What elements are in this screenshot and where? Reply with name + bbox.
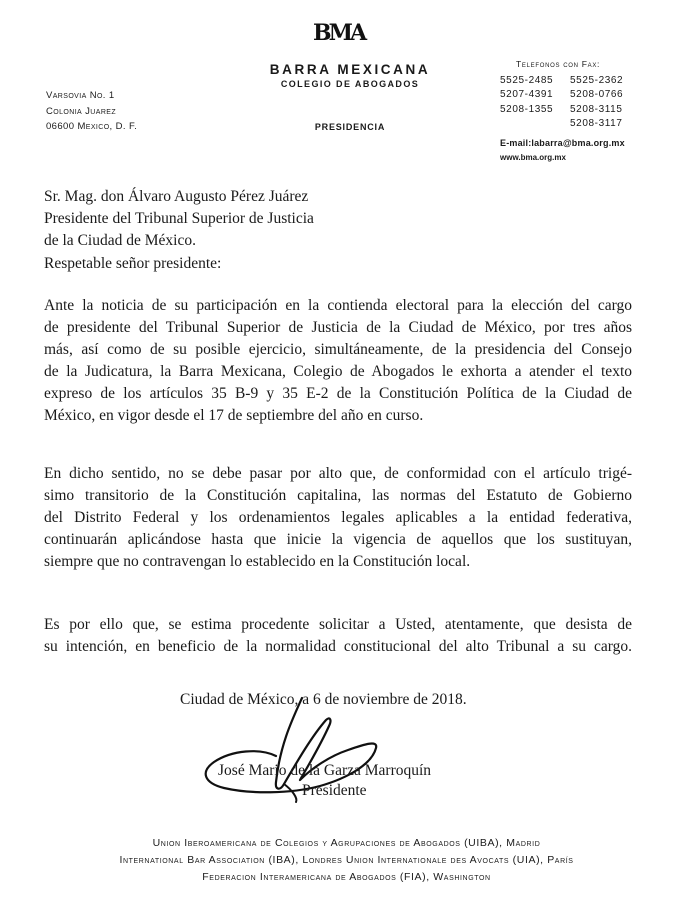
phone-number: 5207-4391 [500,89,554,101]
paragraph-line: de presidente del Tribunal Superior de Justicia de la Ciudad de México, por tres años [44,319,632,336]
address-block [46,88,137,135]
body-paragraph [44,463,632,573]
phone-row [500,74,640,88]
footer-affiliations [20,835,673,885]
footer-line: Federacion Interamericana de Abogados (FIA), Washington [202,870,491,883]
bma-logo: BMA [313,20,365,46]
paragraph-line: su intención, en beneficio de la normalidad constitucional del alto Tribunal a su cargo. [44,638,632,655]
org-name: BARRA MEXICANA [269,62,431,77]
paragraph-line: del Distrito Federal y los ordenamientos legales aplicables a la entidad federativa, [44,509,632,526]
email-address: E-mail:labarra@bma.org.mx [500,138,625,148]
body-paragraph [44,295,632,427]
phone-number: 5525-2485 [500,75,554,86]
phone-number: 5208-1355 [500,103,554,115]
website: www.bma.org.mx [500,153,566,162]
address-line: 06600 Mexico, D. F. [46,121,138,132]
phone-number: 5525-2362 [570,75,624,86]
recipient-line: de la Ciudad de México. [44,232,196,249]
phone-row [500,103,640,117]
address-line: Colonia Juarez [46,105,117,117]
body-paragraph [44,614,632,658]
org-subtitle: COLEGIO DE ABOGADOS [280,79,420,89]
recipient-line: Sr. Mag. don Álvaro Augusto Pérez Juárez [44,188,309,205]
paragraph-line: Es por ello que, se estima procedente solicitar a Usted, atentamente, que desista de [44,616,632,633]
salutation: Respetable señor presidente: [44,255,222,272]
phones-title: Telefonos con Fax: [516,59,601,69]
paragraph-line: simo transitorio de la Constitución capitalina, las normas del Estatuto de Gobierno [44,487,632,504]
paragraph-line: continuarán aplicándose hasta que inicie la vigencia de aquellos que los sustituyan, [44,531,632,548]
paragraph-line: más, así como de su posible ejercicio, simultáneamente, de la presidencia del Consejo [44,341,632,358]
recipient-block [44,186,604,252]
phone-number: 5208-3115 [570,103,623,115]
phone-row [500,88,640,102]
department-label: PRESIDENCIA [314,122,386,132]
signer-name: José Mario de la Garza Marroquín [218,762,432,779]
address-line: Varsovia No. 1 [46,90,115,101]
phones-block [500,74,640,132]
footer-line: Union Iberoamericana de Colegios y Agrupaciones de Abogados (UIBA), Madrid [152,837,541,849]
paragraph-line: En dicho sentido, no se debe pasar por alto que, de conformidad con el artículo trigé- [44,465,632,482]
recipient-line: Presidente del Tribunal Superior de Justicia [44,210,314,227]
place-and-date: Ciudad de México, a 6 de noviembre de 2018. [180,691,467,708]
paragraph-line: siempre que no contravengan lo establecido en la Constitución local. [44,553,471,570]
signer-title: Presidente [302,782,367,799]
paragraph-line: México, en vigor desde el 17 de septiembre del año en curso. [44,407,424,424]
footer-line: International Bar Association (IBA), Londres Union Internationale des Avocats (UIA), París [119,853,574,866]
paragraph-line: Ante la noticia de su participación en la contienda electoral para la elección del cargo [44,297,632,314]
phone-row [500,117,640,131]
paragraph-line: expreso de los artículos 35 B-9 y 35 E-2 de la Constitución Política de la Ciudad de [44,385,632,402]
phone-number: 5208-0766 [570,89,624,101]
paragraph-line: de la Judicatura, la Barra Mexicana, Colegio de Abogados le exhorta a atender el texto [44,363,632,380]
phone-number: 5208-3117 [570,118,623,130]
